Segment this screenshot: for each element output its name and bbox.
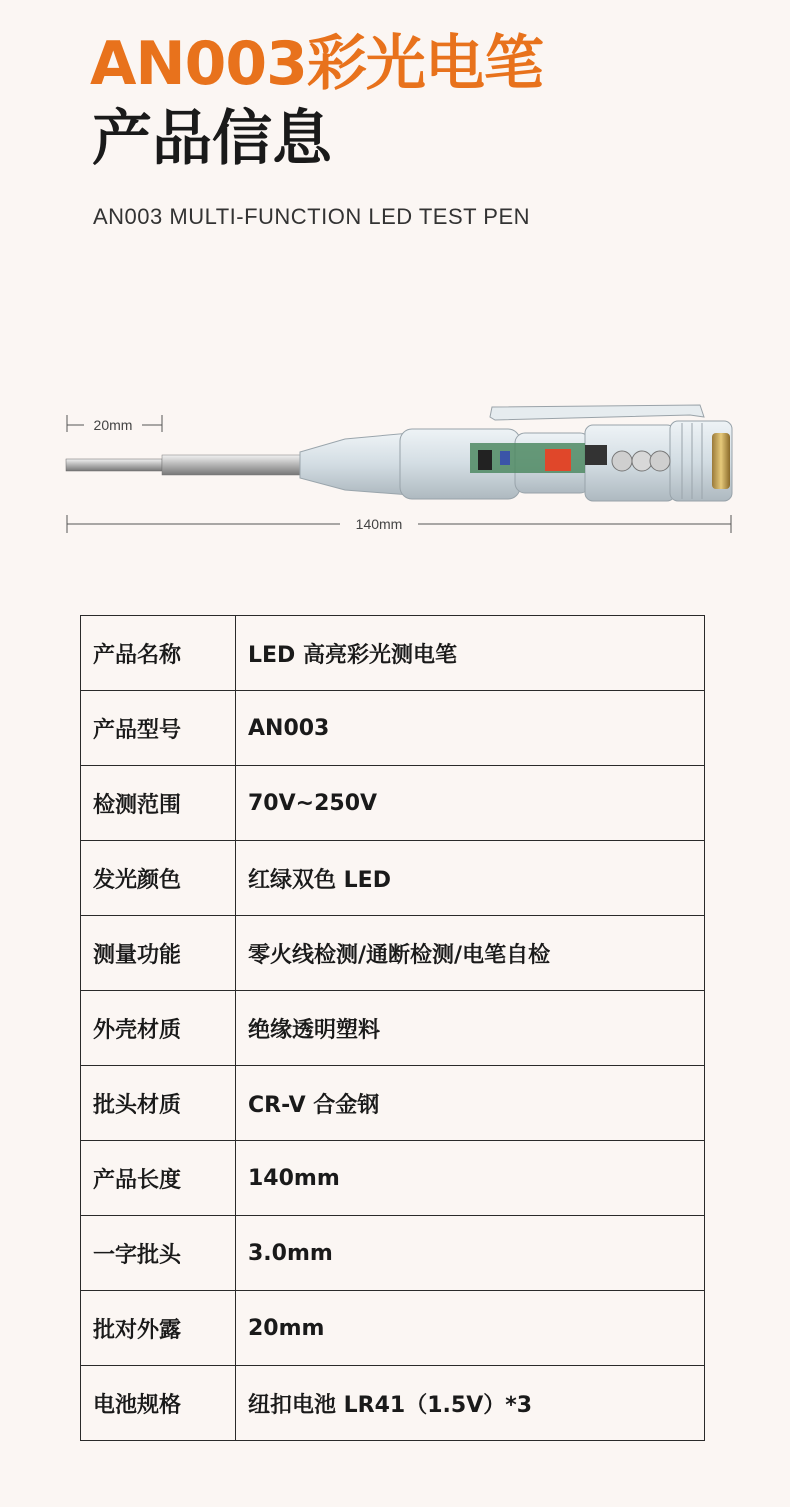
table-row: [81, 916, 705, 991]
product-title: AN003彩光电笔: [90, 29, 543, 99]
spec-value: 红绿双色 LED: [236, 841, 705, 916]
spec-label: 测量功能: [81, 916, 236, 991]
english-subtitle: AN003 MULTI-FUNCTION LED TEST PEN: [93, 204, 531, 229]
table-row: [81, 1366, 705, 1441]
table-row: [81, 1141, 705, 1216]
spec-label: 发光颜色: [81, 841, 236, 916]
spec-value: 零火线检测/通断检测/电笔自检: [236, 916, 705, 991]
tip-dimension: [67, 415, 162, 433]
section-title: 产品信息: [92, 104, 332, 174]
spec-label: 产品名称: [81, 616, 236, 691]
table-row: [81, 691, 705, 766]
table-row: [81, 616, 705, 691]
spec-label: 产品型号: [81, 691, 236, 766]
spec-value: 纽扣电池 LR41（1.5V）*3: [236, 1366, 705, 1441]
spec-label: 批对外露: [81, 1291, 236, 1366]
spec-label: 批头材质: [81, 1066, 236, 1141]
total-dimension: [67, 515, 731, 533]
spec-label: 检测范围: [81, 766, 236, 841]
pen-illustration: [0, 395, 790, 545]
spec-value: 20mm: [236, 1291, 705, 1366]
spec-value: LED 高亮彩光测电笔: [236, 616, 705, 691]
spec-label: 产品长度: [81, 1141, 236, 1216]
table-row: [81, 1066, 705, 1141]
table-row: [81, 991, 705, 1066]
spec-label: 电池规格: [81, 1366, 236, 1441]
tip-length-label: 20mm: [93, 417, 133, 433]
total-length-label: 140mm: [355, 516, 403, 532]
spec-value: 140mm: [236, 1141, 705, 1216]
spec-value: 70V~250V: [236, 766, 705, 841]
spec-table: [80, 615, 705, 1441]
table-row: [81, 766, 705, 841]
pen-svg: [0, 395, 790, 545]
spec-label: 外壳材质: [81, 991, 236, 1066]
spec-value: AN003: [236, 691, 705, 766]
spec-label: 一字批头: [81, 1216, 236, 1291]
spec-value: 绝缘透明塑料: [236, 991, 705, 1066]
spec-value: 3.0mm: [236, 1216, 705, 1291]
pen-shaft: [66, 455, 302, 475]
spec-value: CR-V 合金钢: [236, 1066, 705, 1141]
table-row: [81, 841, 705, 916]
table-row: [81, 1216, 705, 1291]
table-row: [81, 1291, 705, 1366]
